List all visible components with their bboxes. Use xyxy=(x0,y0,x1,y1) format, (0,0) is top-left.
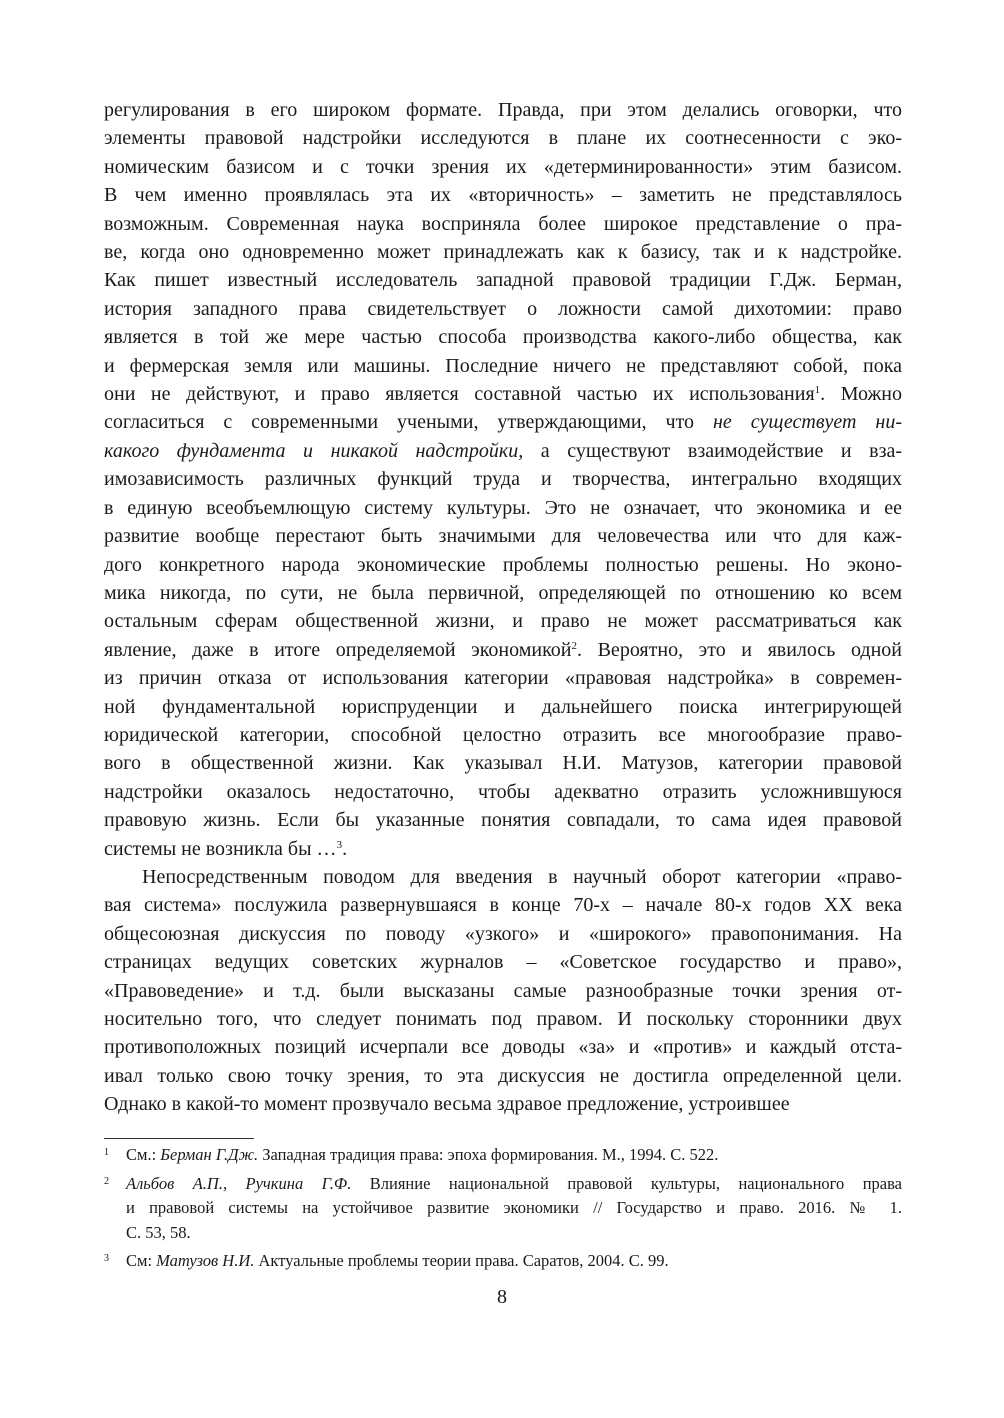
text-run: в единую всеобъемлющую систему культуры. Это не означает, что экономика и ее xyxy=(104,496,902,519)
text-run: системы не возникла бы … xyxy=(104,837,337,860)
footnote xyxy=(104,1172,902,1246)
text-line xyxy=(104,778,902,806)
text-line xyxy=(104,1062,902,1090)
text-line xyxy=(104,210,902,238)
text-line xyxy=(104,266,902,294)
text-run: ной фундаментальной юриспруденции и дальнейшего поиска интегрирующей xyxy=(104,695,902,718)
footnote-line xyxy=(126,1196,902,1221)
text-line xyxy=(104,948,902,976)
text-run: регулирования в его широком формате. Правда, при этом делались оговорки, что xyxy=(104,99,902,121)
text-run: С. 53, 58. xyxy=(126,1222,191,1242)
text-line xyxy=(104,636,902,664)
footnote-separator xyxy=(104,1138,254,1139)
footnote-reference: 2 xyxy=(571,639,578,652)
text-line xyxy=(104,465,902,493)
text-line xyxy=(104,238,902,266)
italic-text: какого фундамента и никакой надстройки, xyxy=(104,439,524,462)
text-line xyxy=(104,1005,902,1033)
footnote-line xyxy=(126,1221,902,1246)
text-line xyxy=(104,408,902,436)
text-run: ве, когда оно одновременно может принадлежать как к базису, так и к надстройке. xyxy=(104,241,902,264)
footnote-line xyxy=(126,1143,902,1168)
text-run: В чем именно проявлялась эта их «вторичность» – заметить не представлялось xyxy=(104,184,902,207)
text-run: вая система» послужила развернувшаяся в конце 70-х – начале 80-х годов XX века xyxy=(104,894,902,917)
text-run: остальным сферам общественной жизни, и право не может рассматриваться как xyxy=(104,610,902,633)
text-run: а существуют взаимодействие и вза- xyxy=(523,439,903,462)
italic-text: Берман Г.Дж. xyxy=(160,1145,259,1164)
text-run: имозависимость различных функций труда и творчества, интегрально входящих xyxy=(104,468,902,491)
text-line xyxy=(104,295,902,323)
text-run: Западная традиция права: эпоха формирования. М., 1994. С. 522. xyxy=(258,1145,719,1164)
text-run: надстройки оказалось недостаточно, чтобы адекватно отразить усложнившуюся xyxy=(104,780,902,803)
text-run: и фермерская земля или машины. Последние ничего не представляют собой, пока xyxy=(104,354,902,377)
footnotes xyxy=(104,1143,902,1278)
footnote-number: 1 xyxy=(104,1147,109,1158)
text-line xyxy=(104,551,902,579)
footnote-number: 3 xyxy=(104,1253,109,1264)
text-run: . xyxy=(342,837,348,860)
footnote-line xyxy=(126,1249,902,1274)
text-run: вого в общественной жизни. Как указывал Н.И. Матузов, категории правовой xyxy=(104,752,902,775)
text-run: элементы правовой надстройки исследуются в плане их соотнесенности с эко- xyxy=(104,127,902,150)
text-run: явление, даже в итоге определяемой экономикой xyxy=(104,638,572,661)
text-run: согласиться с современными учеными, утверждающими, что xyxy=(104,411,713,434)
text-line xyxy=(104,806,902,834)
page-number: 8 xyxy=(497,1286,507,1308)
text-line xyxy=(104,181,902,209)
text-run: противоположных позиций исчерпали все доводы «за» и «против» и каждый отста- xyxy=(104,1036,902,1059)
text-line xyxy=(104,977,902,1005)
text-line xyxy=(104,891,902,919)
italic-text: не существует ни- xyxy=(712,411,902,434)
text-run: «Правоведение» и т.д. были высказаны самые разнообразные точки зрения от- xyxy=(104,979,902,1002)
footnote xyxy=(104,1249,902,1274)
text-run: Влияние национальной правовой культуры, национального права xyxy=(351,1173,902,1193)
text-run: юридической категории, способной целостно отразить все многообразие право- xyxy=(104,723,902,746)
text-line xyxy=(104,721,902,749)
text-line xyxy=(104,96,902,124)
text-run: страницах ведущих советских журналов – «Советское государство и право», xyxy=(104,951,902,974)
text-line xyxy=(104,1033,902,1061)
footnote-number: 2 xyxy=(104,1175,109,1187)
body-text xyxy=(104,96,902,1119)
text-run: См.: xyxy=(126,1145,161,1164)
text-line xyxy=(104,437,902,465)
text-run: из причин отказа от использования категории «правовая надстройка» в современ- xyxy=(104,667,902,690)
text-line xyxy=(104,380,902,408)
text-line xyxy=(104,1090,902,1118)
text-line xyxy=(104,693,902,721)
text-run: общесоюзная дискуссия по поводу «узкого» и «широкого» правопонимания. На xyxy=(104,922,902,945)
text-run: возможным. Современная наука восприняла более широкое представление о пра- xyxy=(104,212,902,235)
text-line xyxy=(104,863,902,891)
footnote-reference: 3 xyxy=(336,838,343,851)
text-run: Актуальные проблемы теории права. Саратов, 2004. С. 99. xyxy=(254,1251,669,1270)
text-run: дого конкретного народа экономические проблемы полностью решены. Но эконо- xyxy=(104,553,902,576)
text-line xyxy=(104,749,902,777)
text-line xyxy=(104,352,902,380)
text-run: правовую жизнь. Если бы указанные понятия совпадали, то сама идея правовой xyxy=(104,809,902,832)
text-line xyxy=(104,323,902,351)
footnote-line xyxy=(126,1172,902,1197)
text-line xyxy=(104,607,902,635)
text-line xyxy=(104,153,902,181)
footnote-reference: 1 xyxy=(814,384,821,397)
text-run: является в той же мере частью способа производства какого-либо общества, как xyxy=(104,326,902,349)
text-line xyxy=(104,664,902,692)
text-line xyxy=(104,494,902,522)
text-run: Непосредственным поводом для введения в научный оборот категории «право- xyxy=(142,865,902,888)
text-run: ивал только свою точку зрения, то эта дискуссия не достигла определенной цели. xyxy=(104,1064,902,1087)
text-run: См: xyxy=(126,1251,157,1270)
text-line xyxy=(104,522,902,550)
text-run: номическим базисом и с точки зрения их «детерминированности» этим базисом. xyxy=(104,155,902,178)
text-run: Однако в какой-то момент прозвучало весьма здравое предложение, устроившее xyxy=(104,1093,790,1116)
footnote xyxy=(104,1143,902,1168)
italic-text: Альбов А.П., Ручкина Г.Ф. xyxy=(126,1173,352,1193)
text-run: мика никогда, по сути, не была первичной, определяющей по отношению ко всем xyxy=(104,581,902,604)
text-run: они не действуют, и право является составной частью их использования xyxy=(104,383,815,406)
text-run: . Можно xyxy=(820,383,903,406)
text-run: Как пишет известный исследователь западной правовой традиции Г.Дж. Берман, xyxy=(104,269,902,292)
text-run: развитие вообще перестают быть значимыми для человечества или что для каж- xyxy=(104,525,902,548)
text-line xyxy=(104,579,902,607)
text-run: история западного права свидетельствует о ложности самой дихотомии: право xyxy=(104,297,902,320)
text-line xyxy=(104,920,902,948)
text-run: . Вероятно, это и явилось одной xyxy=(577,638,902,661)
text-run: носительно того, что следует понимать под правом. И поскольку сторонники двух xyxy=(104,1008,902,1030)
italic-text: Матузов Н.И. xyxy=(156,1251,255,1270)
text-run: и правовой системы на устойчивое развитие экономики // Государство и право. 2016. № 1. xyxy=(126,1198,902,1217)
text-line xyxy=(104,835,902,863)
text-line xyxy=(104,124,902,152)
